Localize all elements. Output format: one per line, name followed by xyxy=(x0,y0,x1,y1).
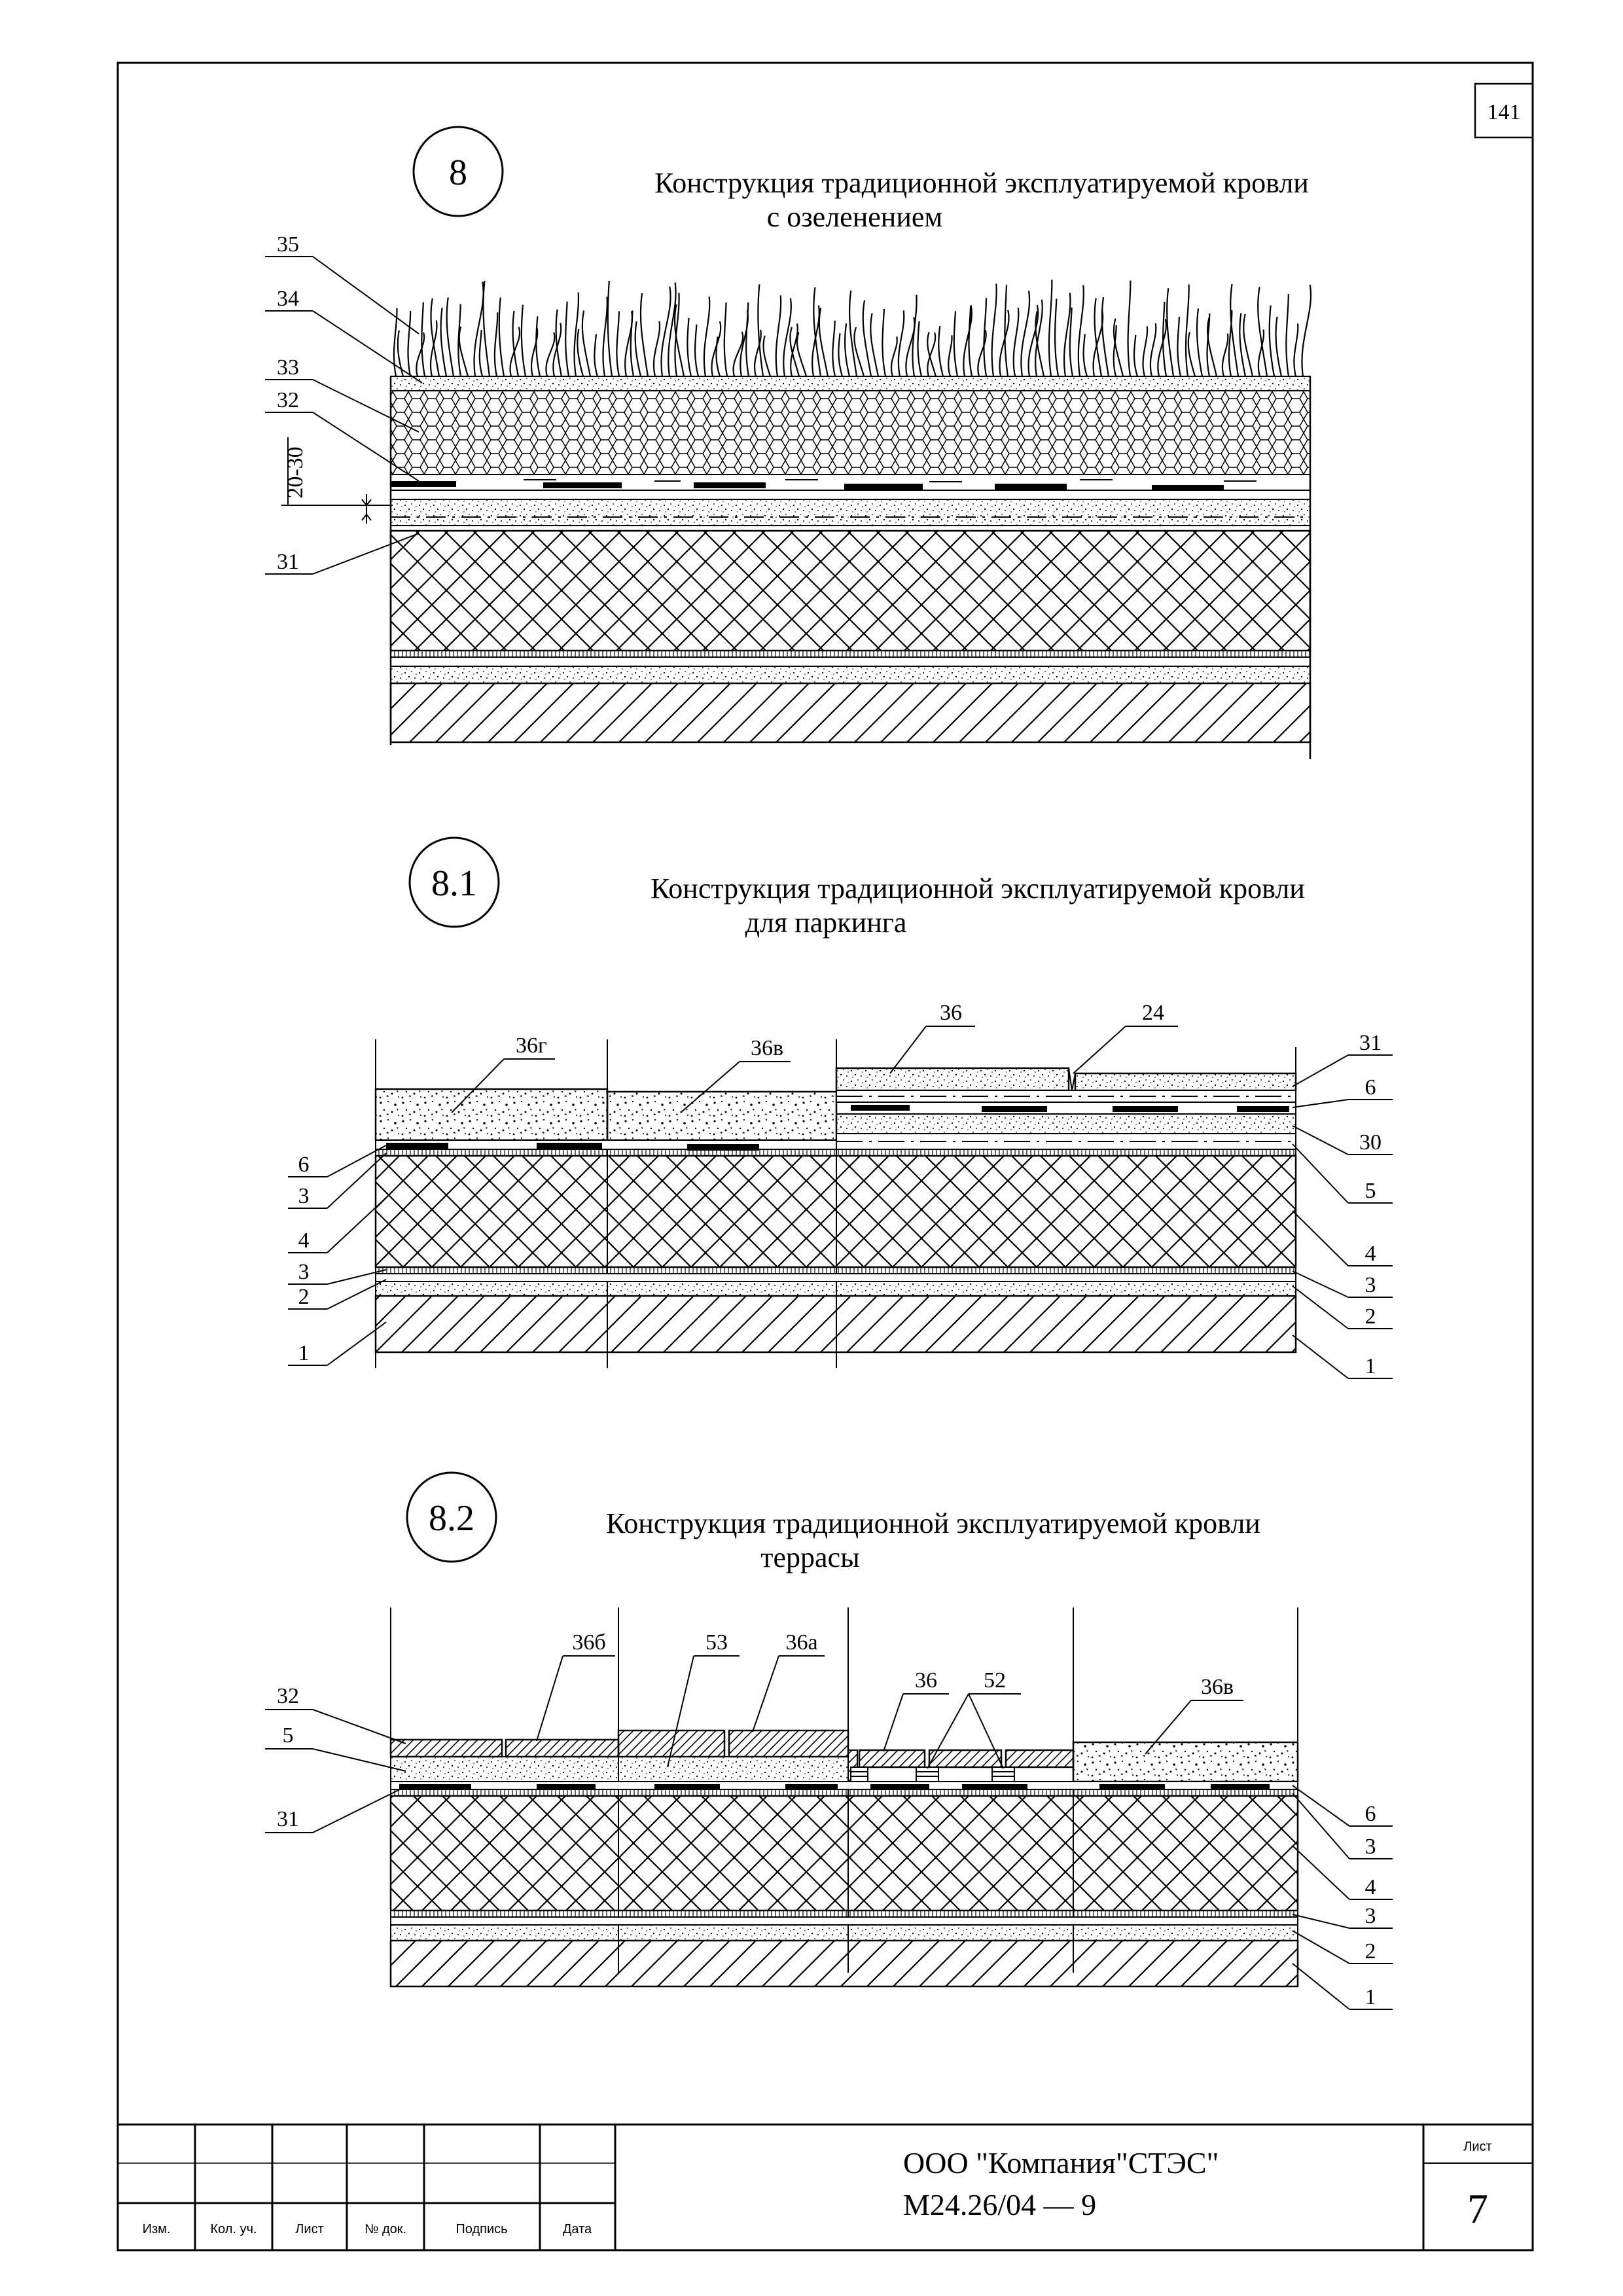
section-8-2-insulation xyxy=(391,1796,1298,1910)
label-36b: 36б xyxy=(572,1630,606,1655)
section-8-2-slab xyxy=(391,1941,1298,1986)
label-36-terrace: 36 xyxy=(915,1668,937,1693)
label-left-3b: 3 xyxy=(298,1260,310,1284)
label-left-6: 6 xyxy=(298,1153,310,1177)
pedestal-52-icons xyxy=(851,1767,1014,1782)
dimension-20-30: 20-30 xyxy=(283,446,308,499)
section-8-slab xyxy=(391,683,1310,742)
section-8-2-title-line1: Конструкция традиционной эксплуатируемой кровли xyxy=(606,1507,1260,1539)
label-right-31: 31 xyxy=(1359,1031,1382,1055)
label-5-terrace: 5 xyxy=(282,1723,294,1748)
label-32: 32 xyxy=(277,388,299,412)
sheet-number: 7 xyxy=(1467,2185,1488,2232)
label-24: 24 xyxy=(1142,1001,1164,1025)
label-31-terrace: 31 xyxy=(277,1807,299,1831)
label-left-2: 2 xyxy=(298,1285,310,1309)
grass-vegetation-icon xyxy=(394,279,1311,376)
label-35: 35 xyxy=(277,232,299,257)
label-right-1: 1 xyxy=(1364,1354,1376,1378)
section-8-2-number: 8.2 xyxy=(429,1498,474,1539)
col-kol-uch: Кол. уч. xyxy=(210,2222,257,2236)
section-8-green-roof xyxy=(265,127,1311,759)
paver-36 xyxy=(836,1068,1069,1090)
document-code: М24.26/04 — 9 xyxy=(903,2188,1097,2221)
col-doc-no: № док. xyxy=(364,2222,407,2236)
label-right-4-terrace: 4 xyxy=(1364,1875,1376,1899)
section-8-1-slab xyxy=(376,1296,1296,1352)
section-8-1-title-line1: Конструкция традиционной эксплуатируемой кровли xyxy=(651,872,1305,905)
section-8-1-number: 8.1 xyxy=(431,863,477,904)
label-right-30: 30 xyxy=(1359,1130,1382,1155)
col-izm: Изм. xyxy=(142,2222,171,2236)
concrete-paving-36v xyxy=(607,1092,836,1140)
label-right-6-terrace: 6 xyxy=(1364,1802,1376,1826)
section-8-1-parking-roof xyxy=(288,838,1393,1378)
concrete-paving-36v-terrace xyxy=(1073,1742,1298,1782)
section-8-title-line2: с озеленением xyxy=(766,201,943,233)
label-right-6: 6 xyxy=(1364,1075,1376,1100)
label-36v-terrace: 36в xyxy=(1200,1675,1234,1699)
label-left-1: 1 xyxy=(298,1341,310,1365)
label-right-2: 2 xyxy=(1364,1304,1376,1329)
label-right-4: 4 xyxy=(1364,1242,1376,1266)
label-33: 33 xyxy=(277,355,299,380)
col-list: Лист xyxy=(295,2222,324,2236)
label-36v: 36в xyxy=(750,1036,784,1060)
label-31: 31 xyxy=(277,550,299,574)
page-number: 141 xyxy=(1487,100,1521,124)
section-8-number: 8 xyxy=(449,152,467,193)
label-53: 53 xyxy=(705,1630,728,1655)
label-right-3: 3 xyxy=(1364,1273,1376,1297)
label-32-terrace: 32 xyxy=(277,1684,299,1708)
label-52: 52 xyxy=(984,1668,1006,1693)
label-36g: 36г xyxy=(516,1033,547,1058)
label-36: 36 xyxy=(940,1001,962,1025)
label-34: 34 xyxy=(277,287,299,311)
label-36a: 36а xyxy=(785,1630,818,1655)
col-signature: Подпись xyxy=(455,2222,508,2236)
label-right-5: 5 xyxy=(1364,1179,1376,1203)
section-8-insulation xyxy=(391,531,1310,651)
label-right-3b-terrace: 3 xyxy=(1364,1904,1376,1928)
label-right-3a-terrace: 3 xyxy=(1364,1835,1376,1859)
section-8-1-insulation xyxy=(376,1156,1296,1267)
col-date: Дата xyxy=(562,2222,592,2236)
section-8-title-line1: Конструкция традиционной эксплуатируемой кровли xyxy=(654,167,1309,199)
section-8-2-title-line2: террасы xyxy=(760,1541,860,1573)
label-right-2-terrace: 2 xyxy=(1364,1939,1376,1964)
title-block xyxy=(118,2125,1533,2250)
joint-24 xyxy=(1069,1068,1075,1090)
section-8-1-title-line2: для паркинга xyxy=(745,906,907,939)
label-left-3a: 3 xyxy=(298,1184,310,1208)
sheet-label: Лист xyxy=(1463,2140,1492,2154)
concrete-paving-36g xyxy=(376,1089,607,1140)
section-8-2-terrace-roof xyxy=(265,1473,1393,2009)
label-right-1-terrace: 1 xyxy=(1364,1985,1376,2009)
label-left-4: 4 xyxy=(298,1229,310,1253)
organization-name: ООО "Компания"СТЭС" xyxy=(903,2146,1219,2179)
